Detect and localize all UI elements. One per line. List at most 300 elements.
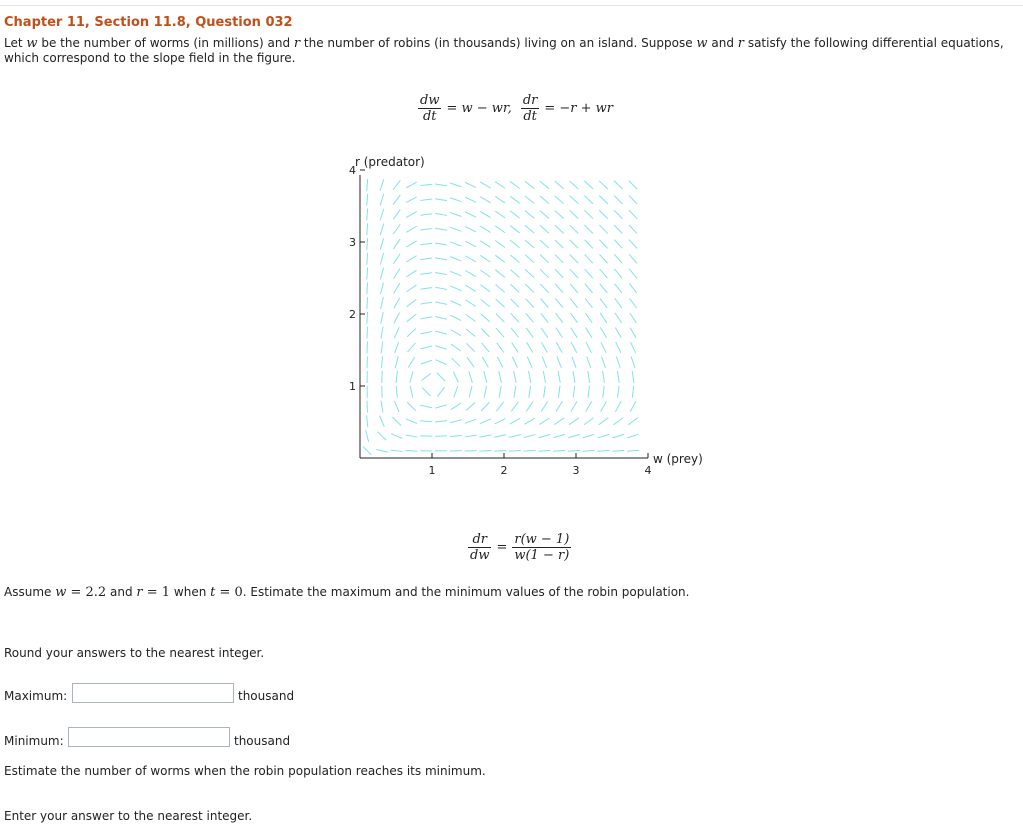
- slope-segment: [481, 314, 490, 322]
- slope-segment: [603, 371, 605, 383]
- slope-segment: [407, 300, 417, 307]
- slope-segment: [514, 386, 516, 398]
- slope-segment: [393, 180, 400, 190]
- slope-segment: [450, 212, 461, 216]
- slope-segment: [509, 435, 521, 438]
- slope-segment: [494, 450, 506, 451]
- slope-segment: [435, 272, 447, 274]
- slope-segment: [538, 450, 550, 451]
- x-tick-label: 2: [500, 464, 508, 477]
- slope-segment: [435, 184, 447, 186]
- slope-segment: [629, 225, 637, 234]
- slope-segment: [555, 255, 563, 263]
- slope-segment: [436, 360, 447, 365]
- slope-segment: [482, 357, 488, 367]
- slope-segment: [555, 299, 563, 308]
- slope-segment: [568, 450, 580, 451]
- slope-segment: [585, 284, 593, 293]
- slope-segment: [540, 181, 549, 189]
- slope-segment: [380, 253, 383, 265]
- slope-segment: [435, 346, 446, 350]
- slope-segment: [450, 198, 461, 202]
- slope-segment: [616, 357, 620, 368]
- slope-segment: [614, 225, 622, 234]
- slope-segment: [496, 402, 504, 411]
- slope-segment: [614, 269, 622, 278]
- slope-segment: [408, 343, 416, 352]
- slope-segment: [484, 386, 486, 398]
- x-tick-label: 1: [428, 464, 436, 477]
- slope-segment: [420, 229, 432, 231]
- slope-segment: [539, 434, 551, 437]
- slope-segment: [540, 225, 549, 233]
- slope-segment: [465, 271, 475, 277]
- slope-segment: [510, 240, 519, 248]
- slope-segment: [394, 298, 400, 308]
- slope-segment: [511, 313, 519, 322]
- slope-segment: [450, 420, 462, 423]
- slope-segment: [555, 210, 564, 218]
- slope-segment: [378, 432, 386, 440]
- slope-segment: [396, 386, 397, 398]
- slope-segment: [380, 283, 383, 295]
- slope-segment: [599, 210, 607, 218]
- slope-segment: [382, 371, 383, 383]
- slope-segment: [570, 254, 578, 263]
- slope-segment: [466, 314, 476, 321]
- slope-segment: [466, 300, 476, 307]
- slope-segment: [367, 223, 368, 235]
- assumption-text: Assume w = 2.2 and r = 1 when t = 0. Estimate the maximum and the minimum values of the robin population.: [4, 585, 690, 600]
- slope-segment: [465, 435, 477, 437]
- slope-segment: [469, 371, 473, 382]
- intro-text-3: the number of robins (in thousands) living on an island. Suppose: [300, 36, 697, 50]
- slope-segment: [435, 302, 447, 304]
- slope-segment: [465, 256, 476, 262]
- intro-text-4: and: [707, 36, 738, 50]
- slope-segment: [629, 210, 637, 219]
- slope-segment: [584, 418, 594, 425]
- slope-segment: [586, 401, 592, 411]
- slope-segment: [524, 435, 536, 438]
- slope-segment: [540, 196, 549, 204]
- slope-segment: [525, 418, 535, 424]
- slope-segment: [406, 451, 418, 452]
- slope-segment: [525, 284, 533, 292]
- y-tick-label: 1: [349, 380, 356, 393]
- slope-segment: [410, 386, 413, 398]
- slope-segment: [481, 402, 489, 411]
- slope-segment: [496, 314, 504, 322]
- worms-question: Estimate the number of worms when the robin population reaches its minimum.: [4, 764, 486, 778]
- slope-segment: [451, 403, 461, 409]
- slope-segment: [599, 181, 608, 189]
- slope-segment: [480, 255, 490, 262]
- slope-segment: [571, 328, 577, 338]
- dr-dw-fraction: $\frac{dr}{dw}$: [470, 532, 490, 563]
- slope-segment: [599, 225, 607, 234]
- slope-segment: [627, 450, 639, 451]
- slope-segment: [367, 209, 368, 221]
- slope-segment: [435, 243, 447, 245]
- slope-segment: [495, 240, 505, 247]
- slope-segment: [465, 419, 476, 423]
- slope-segment: [524, 450, 536, 451]
- slope-segment: [512, 342, 519, 352]
- slope-segment: [584, 196, 593, 204]
- slope-segment: [556, 342, 562, 353]
- slope-segment: [495, 270, 504, 277]
- var-r: r: [293, 36, 301, 51]
- slope-segment: [527, 342, 533, 352]
- slope-segment: [395, 356, 398, 368]
- slope-segment: [526, 299, 534, 308]
- slope-segment: [420, 405, 432, 408]
- slope-segment: [615, 313, 622, 323]
- slope-segment: [570, 313, 577, 323]
- maximum-label: Maximum:: [4, 689, 68, 703]
- slope-segment: [526, 402, 533, 412]
- var-w-2: w: [696, 36, 708, 51]
- slope-segment: [496, 284, 505, 292]
- slope-segment: [573, 386, 575, 398]
- slope-segment: [406, 182, 417, 188]
- slope-segment: [480, 419, 491, 424]
- slope-segment: [366, 430, 369, 442]
- slope-segment: [363, 447, 371, 455]
- slope-segment: [541, 328, 548, 338]
- slope-segment: [420, 287, 432, 289]
- slope-segment: [510, 284, 519, 292]
- slope-segment: [583, 450, 595, 451]
- slope-segment: [615, 298, 622, 308]
- slope-segment: [406, 256, 416, 262]
- slope-segment: [380, 238, 383, 250]
- slope-segment: [380, 194, 384, 205]
- slope-segment: [511, 299, 519, 307]
- slope-segment: [540, 269, 548, 277]
- slope-segment: [495, 196, 505, 203]
- slope-segment: [465, 241, 476, 247]
- slope-segment: [479, 435, 491, 437]
- slope-segment: [420, 214, 432, 215]
- slope-segment: [393, 195, 400, 205]
- slope-segment: [616, 342, 621, 353]
- slope-segment: [525, 269, 534, 277]
- slope-segment: [614, 195, 622, 203]
- y-tick-label: 4: [349, 164, 356, 177]
- slope-segment: [380, 268, 383, 280]
- slope-segment: [380, 209, 384, 220]
- slope-segment: [600, 284, 608, 293]
- slope-segment: [481, 328, 489, 336]
- slope-segment: [612, 450, 624, 451]
- slope-segment: [632, 371, 634, 383]
- slope-segment: [381, 341, 383, 353]
- slope-segment: [573, 371, 575, 383]
- slope-segment: [450, 286, 461, 291]
- slope-segment: [629, 195, 637, 204]
- slope-segment: [585, 240, 593, 249]
- intro-text-2: be the number of worms (in millions) and: [37, 36, 294, 50]
- slope-segment: [526, 328, 533, 338]
- slope-segment: [495, 226, 505, 233]
- slope-segment: [497, 343, 504, 353]
- slope-segment: [381, 312, 384, 324]
- slope-segment: [367, 327, 368, 339]
- slope-segment: [613, 418, 623, 425]
- slope-segment: [511, 328, 518, 337]
- slope-segment: [420, 184, 432, 185]
- slope-segment: [540, 284, 548, 293]
- slope-segment: [406, 241, 416, 247]
- slope-segment: [380, 179, 384, 190]
- slope-segment: [598, 450, 610, 451]
- slope-segment: [586, 328, 592, 338]
- slope-segment: [525, 240, 534, 248]
- slope-segment: [367, 238, 368, 250]
- slope-segment: [569, 418, 579, 425]
- slope-segment: [555, 284, 563, 293]
- slope-segment: [469, 386, 472, 398]
- slope-segment: [510, 211, 520, 218]
- slope-segment: [450, 271, 461, 276]
- slope-segment: [583, 434, 594, 437]
- x-tick-label: 3: [572, 464, 580, 477]
- slope-segment: [452, 358, 460, 366]
- slope-segment: [406, 419, 417, 424]
- slope-segment: [367, 253, 368, 265]
- slope-segment: [394, 401, 399, 412]
- slope-segment: [555, 225, 564, 233]
- slope-segment: [451, 330, 461, 336]
- slope-segment: [466, 329, 475, 337]
- slope-segment: [529, 386, 531, 398]
- slope-segment: [587, 357, 591, 368]
- slope-segment: [541, 313, 548, 322]
- slope-segment: [481, 285, 491, 292]
- slope-segment: [435, 228, 447, 230]
- slope-segment: [630, 327, 636, 337]
- x-tick-label: 4: [644, 464, 652, 477]
- slope-segment: [380, 224, 383, 235]
- y-axis-label: r (predator): [355, 155, 425, 169]
- slope-segment: [529, 371, 531, 383]
- x-ticks: [429, 453, 652, 477]
- slope-segment: [480, 182, 490, 188]
- slope-segment: [600, 298, 607, 308]
- maximum-unit: thousand: [238, 689, 295, 703]
- y-tick-label: 2: [349, 308, 356, 321]
- slope-segment: [480, 211, 490, 217]
- slope-segment: [526, 313, 534, 322]
- slope-segment: [586, 342, 591, 353]
- slope-segment: [525, 181, 534, 188]
- slope-segment: [571, 401, 577, 411]
- slope-segment: [558, 371, 560, 383]
- slope-segment: [394, 313, 399, 324]
- slope-segment: [393, 239, 400, 249]
- slope-segment: [630, 342, 635, 353]
- slope-segment: [570, 225, 579, 233]
- var-r-2: r: [737, 36, 744, 51]
- slope-segment: [420, 421, 432, 422]
- slope-segment: [435, 421, 447, 422]
- slope-segment: [570, 269, 578, 278]
- slope-segment: [615, 284, 622, 293]
- slope-segment: [406, 435, 418, 437]
- slope-segment: [420, 302, 432, 304]
- slope-segment: [408, 357, 414, 367]
- slope-segment: [393, 224, 400, 234]
- slope-segment: [510, 196, 520, 203]
- slope-segment: [527, 357, 532, 368]
- slope-segment: [367, 194, 368, 206]
- equation-2-rhs: = −r + wr: [544, 101, 613, 116]
- slope-segment: [435, 405, 447, 408]
- slope-segment: [525, 255, 534, 263]
- slope-segment: [395, 342, 399, 353]
- slope-segment: [585, 313, 592, 323]
- ratio-equation: [468, 532, 571, 563]
- slope-segment: [542, 357, 547, 368]
- slope-segment: [588, 386, 590, 398]
- slope-segment: [630, 313, 637, 323]
- slope-segment: [495, 211, 505, 218]
- slope-segment: [393, 254, 400, 264]
- slope-segment: [584, 225, 592, 233]
- slope-segment: [628, 418, 638, 425]
- slope-segment: [555, 269, 563, 278]
- slope-segment: [629, 240, 637, 249]
- slope-segment: [568, 434, 580, 437]
- slope-segment: [499, 371, 502, 383]
- slope-segment: [541, 342, 547, 352]
- slope-segment: [420, 346, 432, 349]
- slope-segment: [554, 418, 564, 425]
- slope-segment: [480, 241, 490, 247]
- slope-segment: [511, 402, 518, 412]
- slope-segment: [420, 331, 432, 333]
- slope-segment: [407, 402, 415, 410]
- slope-segment: [420, 273, 432, 275]
- slope-segment: [450, 435, 462, 436]
- var-w: w: [26, 36, 38, 51]
- slope-segment: [437, 373, 445, 381]
- slope-segment: [570, 240, 578, 248]
- slope-segment: [543, 371, 545, 383]
- slope-segment: [570, 298, 578, 307]
- slope-segment: [465, 227, 476, 232]
- slope-segment: [558, 386, 560, 398]
- slope-segment: [481, 299, 490, 306]
- slope-segment: [451, 344, 461, 351]
- slope-segment: [381, 356, 382, 368]
- slope-segment: [540, 211, 549, 219]
- slope-segment: [407, 314, 416, 322]
- slope-segment: [467, 357, 474, 367]
- round-instruction: Round your answers to the nearest integer.: [4, 646, 265, 660]
- slope-segment: [407, 285, 417, 292]
- slope-segment: [510, 418, 520, 424]
- slope-segment: [422, 373, 431, 380]
- minimum-unit: thousand: [234, 734, 291, 748]
- slope-segment: [465, 197, 476, 202]
- slope-segment: [540, 255, 549, 263]
- slope-segment: [465, 285, 475, 291]
- slope-segment: [570, 210, 579, 218]
- slope-segment: [614, 210, 622, 219]
- maximum-input[interactable]: [72, 683, 234, 703]
- slope-segment: [421, 360, 432, 364]
- slope-segment: [450, 227, 461, 231]
- slope-segment: [465, 212, 476, 217]
- slope-segment: [599, 254, 607, 263]
- minimum-input[interactable]: [68, 727, 230, 747]
- slope-segment: [556, 401, 562, 411]
- slope-segment: [367, 312, 368, 324]
- slope-segment: [367, 282, 368, 294]
- slope-segment: [630, 298, 637, 308]
- slope-segment: [510, 226, 519, 233]
- equals-sign: =: [496, 540, 508, 555]
- slope-segment: [450, 301, 461, 306]
- slope-segment: [406, 197, 417, 203]
- slope-segment: [376, 449, 388, 452]
- dw-dt-fraction: $\frac{dw}{dt}$: [420, 93, 440, 124]
- slope-segment: [601, 342, 606, 353]
- ratio-rhs-fraction: $\frac{r(w - 1)}{w(1 - r)}$: [514, 532, 570, 563]
- slope-segment: [453, 371, 458, 382]
- slope-segment: [512, 357, 517, 368]
- slope-segment: [509, 450, 521, 451]
- slope-segment: [367, 297, 368, 309]
- y-ticks: [349, 164, 365, 393]
- slope-segment: [394, 327, 399, 338]
- slope-segment: [396, 371, 397, 383]
- slope-segment: [484, 371, 487, 383]
- slope-segment: [450, 257, 461, 261]
- slope-segment: [496, 299, 505, 307]
- slope-segment: [435, 287, 447, 289]
- slope-segment: [584, 210, 593, 218]
- slope-segment: [618, 386, 619, 398]
- slope-segment: [391, 434, 402, 439]
- slope-segment: [540, 240, 549, 248]
- slope-segment: [584, 181, 593, 189]
- slope-segment: [599, 240, 607, 249]
- slope-segment: [392, 417, 400, 425]
- slope-segment: [407, 329, 416, 337]
- slope-segment: [613, 434, 624, 438]
- slope-segment: [614, 181, 623, 189]
- slope-segment: [540, 299, 548, 308]
- slope-segment: [627, 434, 638, 438]
- slope-segment: [617, 371, 619, 383]
- slope-segment: [525, 225, 534, 233]
- slope-segment: [437, 387, 444, 396]
- slope-segments: [363, 179, 639, 455]
- slope-segment: [603, 386, 604, 398]
- slope-segment: [544, 386, 546, 398]
- slope-segment: [615, 327, 621, 337]
- slope-segment: [555, 181, 564, 189]
- enter-instruction: Enter your answer to the nearest integer.: [4, 809, 253, 823]
- slope-segment: [495, 255, 505, 262]
- slope-segment: [570, 284, 578, 293]
- slope-segment: [393, 210, 400, 220]
- slope-segment: [495, 182, 505, 189]
